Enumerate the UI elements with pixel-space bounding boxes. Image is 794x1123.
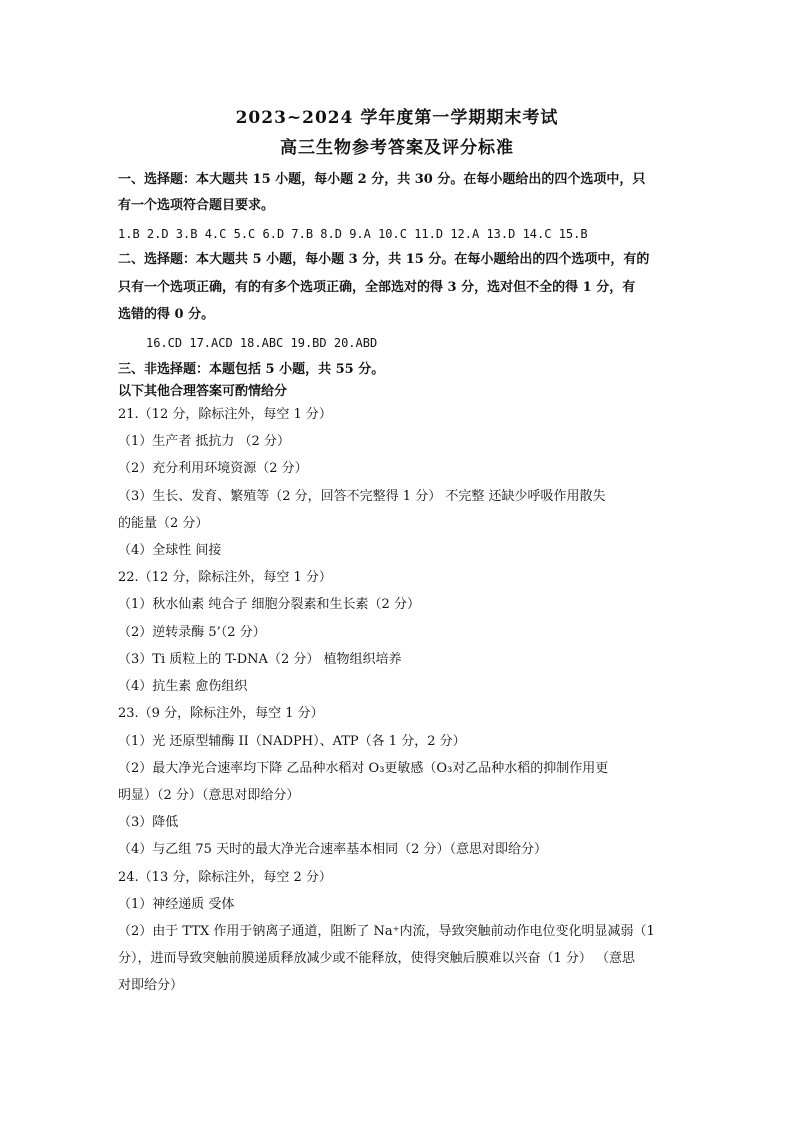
q24-answer-2-cont: 分），进而导致突触前膜递质释放减少或不能释放，使得突触后膜难以兴奋（1 分） （意思 [118, 951, 636, 966]
q21-answer-1: （1）生产者 抵抗力 （2 分） [118, 434, 290, 449]
q24-answer-1: （1）神经递质 受体 [118, 897, 235, 912]
section2-heading-line1: 二、选择题：本大题共 5 小题，每小题 3 分，共 15 分。在每小题给出的四个选项中，有的 [118, 252, 650, 267]
q23-answer-2-cont: 明显）（2 分）（意思对即给分） [118, 788, 300, 803]
q24-answer-2-cont2: 对即给分） [118, 978, 184, 993]
q22-answer-4: （4）抗生素 愈伤组织 [118, 679, 248, 694]
document-subtitle: 高三生物参考答案及评分标准 [280, 138, 514, 158]
section2-answers: 16.CD 17.ACD 18.ABC 19.BD 20.ABD [146, 336, 378, 350]
q24-answer-2: （2）由于 TTX 作用于钠离子通道，阻断了 Na⁺内流，导致突触前动作电位变化明显减弱（1 [118, 924, 655, 939]
section2-heading-line3: 选错的得 0 分。 [118, 307, 215, 322]
q24-heading: 24.（13 分，除标注外，每空 2 分） [118, 870, 332, 885]
q23-answer-1: （1）光 还原型辅酶 II（NADPH）、ATP（各 1 分，2 分） [118, 734, 466, 749]
q21-answer-3-cont: 的能量（2 分） [118, 516, 209, 531]
q21-heading: 21.（12 分，除标注外，每空 1 分） [118, 407, 332, 422]
q22-answer-3: （3）Ti 质粒上的 T-DNA（2 分） 植物组织培养 [118, 652, 402, 667]
section1-answers: 1.B 2.D 3.B 4.C 5.C 6.D 7.B 8.D 9.A 10.C 11.D 12.A 13.D 14.C 15.B [118, 227, 588, 241]
document-title: 2023~2024 学年度第一学期期末考试 [235, 108, 559, 128]
q21-answer-2: （2）充分利用环境资源（2 分） [118, 461, 308, 476]
section1-heading-line1: 一、选择题：本大题共 15 小题，每小题 2 分，共 30 分。在每小题给出的四个选项中，只 [118, 172, 646, 187]
section3-note: 以下其他合理答案可酌情给分 [118, 384, 288, 399]
q21-answer-3: （3）生长、发育、繁殖等（2 分，回答不完整得 1 分） 不完整 还缺少呼吸作用散失 [118, 489, 606, 504]
section2-heading-line2: 只有一个选项正确，有的有多个选项正确，全部选对的得 3 分，选对但不全的得 1 分，有 [118, 280, 636, 295]
q21-answer-4: （4）全球性 间接 [118, 543, 222, 558]
q22-heading: 22.（12 分，除标注外，每空 1 分） [118, 570, 332, 585]
q23-answer-4: （4）与乙组 75 天时的最大净光合速率基本相同（2 分）（意思对即给分） [118, 842, 547, 857]
q22-answer-2: （2）逆转录酶 5’（2 分） [118, 625, 266, 640]
q23-heading: 23.（9 分，除标注外，每空 1 分） [118, 706, 324, 721]
q23-answer-2: （2）最大净光合速率均下降 乙品种水稻对 O₃更敏感（O₃对乙品种水稻的抑制作用更 [118, 761, 609, 776]
q23-answer-3: （3）降低 [118, 815, 179, 830]
section3-heading: 三、非选择题：本题包括 5 小题，共 55 分。 [118, 362, 385, 377]
section1-heading-line2: 有一个选项符合题目要求。 [118, 198, 275, 213]
q22-answer-1: （1）秋水仙素 纯合子 细胞分裂素和生长素（2 分） [118, 597, 420, 612]
